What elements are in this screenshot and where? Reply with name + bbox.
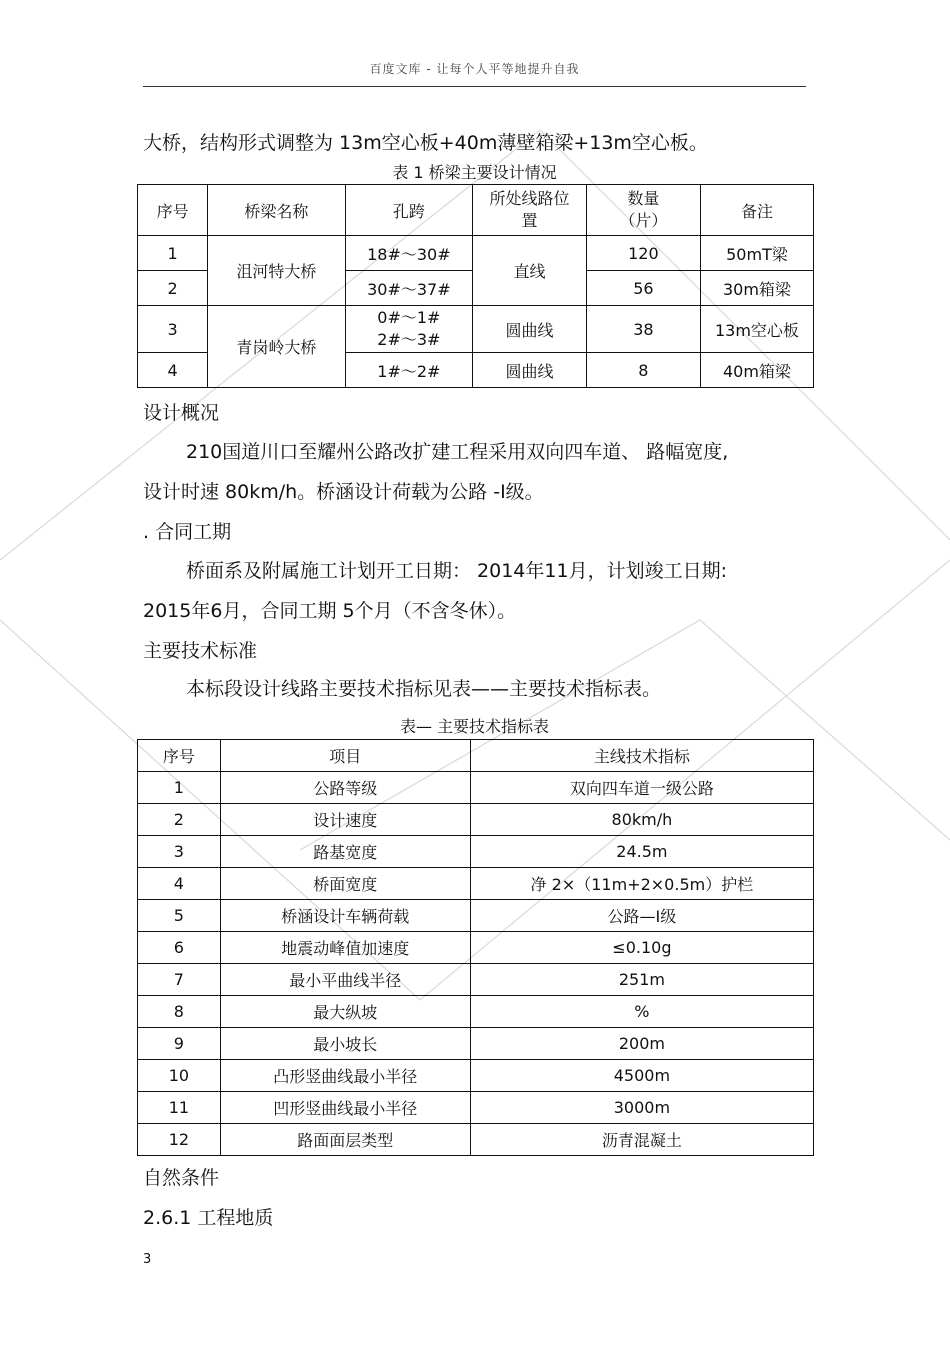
table-cell: 最小坡长 [220, 1028, 470, 1060]
table-header-cell: 项目 [220, 740, 470, 772]
table-cell: 2 [138, 271, 208, 306]
table-cell: 最小平曲线半径 [220, 964, 470, 996]
table-cell: 24.5m [470, 836, 813, 868]
table-cell: 桥面宽度 [220, 868, 470, 900]
table1-caption: 表 1 桥梁主要设计情况 [392, 163, 557, 182]
table-cell: 公路—Ⅰ级 [470, 900, 813, 932]
table-cell: 3 [138, 306, 208, 353]
table-cell: 8 [138, 996, 221, 1028]
table-cell: 1 [138, 772, 221, 804]
section-heading-standards: 主要技术标准 [143, 640, 258, 662]
table-cell: 80km/h [470, 804, 813, 836]
table-header-cell: 数量 （片） [586, 185, 700, 236]
table-header-cell: 序号 [138, 185, 208, 236]
table-header-cell: 所处线路位 置 [473, 185, 587, 236]
table-cell: 4 [138, 868, 221, 900]
paragraph-line: 2015年6月，合同工期 5个月（不含冬休）。 [143, 600, 517, 622]
table-row [138, 932, 814, 964]
table-cell: ≤0.10g [470, 932, 813, 964]
table-cell: 公路等级 [220, 772, 470, 804]
table2-caption: 表— 主要技术指标表 [399, 717, 550, 736]
table-row [138, 236, 814, 271]
table-row [138, 804, 814, 836]
bridge-design-table [137, 184, 814, 388]
table-cell: 直线 [473, 236, 587, 306]
table-cell: 设计速度 [220, 804, 470, 836]
table-cell: 地震动峰值加速度 [220, 932, 470, 964]
table-cell: % [470, 996, 813, 1028]
table-cell: 56 [586, 271, 700, 306]
table-row [138, 1092, 814, 1124]
table-cell: 12 [138, 1124, 221, 1156]
table-cell: 7 [138, 964, 221, 996]
table-cell: 3000m [470, 1092, 813, 1124]
table-cell: 10 [138, 1060, 221, 1092]
table-cell: 120 [586, 236, 700, 271]
table-row [138, 900, 814, 932]
table-cell: 青岗岭大桥 [208, 306, 345, 388]
table-cell: 凸形竖曲线最小半径 [220, 1060, 470, 1092]
subsection-heading-geology: 2.6.1 工程地质 [143, 1207, 274, 1229]
table-row [138, 772, 814, 804]
section-heading-design: 设计概况 [143, 402, 220, 424]
table-cell: 路基宽度 [220, 836, 470, 868]
table-row [138, 836, 814, 868]
table-cell: 30#～37# [345, 271, 473, 306]
table-cell: 1#～2# [345, 353, 473, 388]
table-cell: 40m箱梁 [700, 353, 813, 388]
technical-index-table [137, 739, 814, 1156]
table-row [138, 306, 814, 353]
table-cell: 13m空心板 [700, 306, 813, 353]
table-cell: 路面面层类型 [220, 1124, 470, 1156]
table-cell: 沮河特大桥 [208, 236, 345, 306]
paragraph-line: 本标段设计线路主要技术指标见表——主要技术指标表。 [186, 678, 662, 700]
page-header: 百度文库 - 让每个人平等地提升自我 [369, 62, 580, 76]
table-cell: 251m [470, 964, 813, 996]
table-cell: 200m [470, 1028, 813, 1060]
paragraph-line: 设计时速 80km/h。桥涵设计荷载为公路 -Ⅰ级。 [143, 481, 544, 503]
paragraph-line: 210国道川口至耀州公路改扩建工程采用双向四车道、 路幅宽度, [186, 441, 729, 463]
table-cell: 沥青混凝土 [470, 1124, 813, 1156]
table-cell: 3 [138, 836, 221, 868]
section-heading-nature: 自然条件 [143, 1167, 220, 1189]
bridge-structure-line: 大桥，结构形式调整为 13m空心板+40m薄壁箱梁+13m空心板。 [143, 132, 708, 154]
page-number: 3 [143, 1252, 152, 1267]
table-cell: 双向四车道一级公路 [470, 772, 813, 804]
table-cell: 圆曲线 [473, 306, 587, 353]
table-header-cell: 序号 [138, 740, 221, 772]
table-cell: 30m箱梁 [700, 271, 813, 306]
table-cell: 8 [586, 353, 700, 388]
table-cell: 4 [138, 353, 208, 388]
section-heading-contract: . 合同工期 [143, 521, 232, 543]
table-cell: 38 [586, 306, 700, 353]
table-header-cell: 备注 [700, 185, 813, 236]
table-cell: 0#～1# 2#～3# [345, 306, 473, 353]
table-cell: 净 2×（11m+2×0.5m）护栏 [470, 868, 813, 900]
table-row [138, 964, 814, 996]
table-row [138, 1124, 814, 1156]
table-cell: 1 [138, 236, 208, 271]
table-cell: 11 [138, 1092, 221, 1124]
table-cell: 9 [138, 1028, 221, 1060]
table-cell: 凹形竖曲线最小半径 [220, 1092, 470, 1124]
table-header-cell: 孔跨 [345, 185, 473, 236]
table-row [138, 868, 814, 900]
table-cell: 桥涵设计车辆荷载 [220, 900, 470, 932]
table-cell: 5 [138, 900, 221, 932]
technical-index-body [138, 772, 814, 1156]
table-cell: 50mT梁 [700, 236, 813, 271]
paragraph-line: 桥面系及附属施工计划开工日期： 2014年11月，计划竣工日期: [186, 560, 727, 582]
table-header-cell: 主线技术指标 [470, 740, 813, 772]
table-row [138, 1028, 814, 1060]
table-row [138, 1060, 814, 1092]
header-rule [143, 86, 806, 87]
table-header-cell: 桥梁名称 [208, 185, 345, 236]
table-cell: 圆曲线 [473, 353, 587, 388]
table-cell: 6 [138, 932, 221, 964]
table-cell: 2 [138, 804, 221, 836]
table-row [138, 996, 814, 1028]
table-cell: 4500m [470, 1060, 813, 1092]
table-cell: 18#～30# [345, 236, 473, 271]
table-cell: 最大纵坡 [220, 996, 470, 1028]
